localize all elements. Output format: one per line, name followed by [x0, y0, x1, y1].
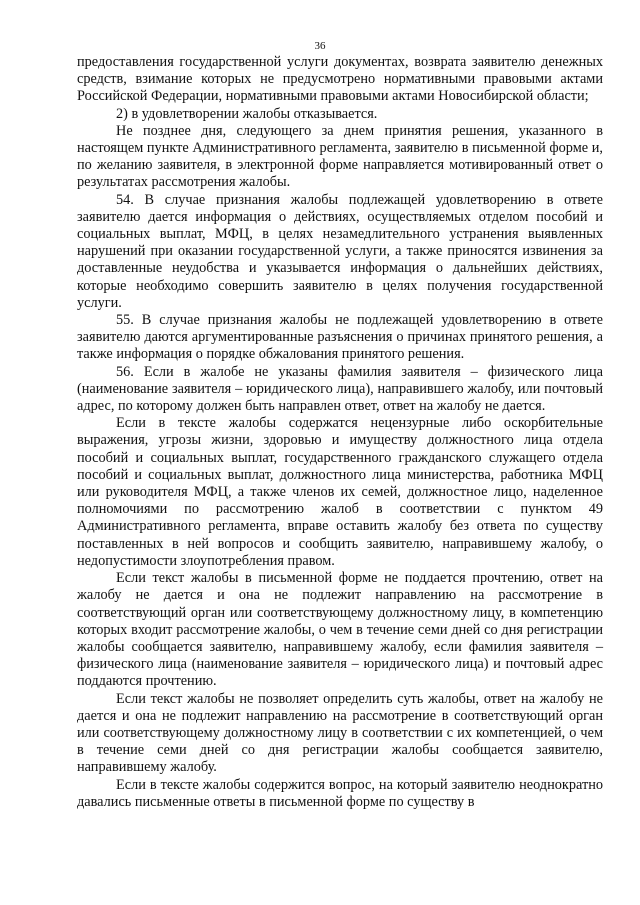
paragraph-response-deadline: Не позднее дня, следующего за днем принятия решения, указанного в настоящем пункте Административного регламента, заявителю в письменной форме и, по желанию заявителя, в электронной форме направляется мотивированный ответ о результатах рассмотрения жалобы. — [77, 122, 603, 191]
paragraph-illegible-text: Если текст жалобы в письменной форме не поддается прочтению, ответ на жалобу не дается и она не подлежит направлению на рассмотрение в соответствующий орган или соответствующему должностному лицу, в компетенцию которых входит рассмотрение жалобы, о чем в течение семи дней со дня регистрации жалобы сообщается заявителю, направившему жалобу, если фамилия заявителя – физического лица (наименование заявителя – юридического лица) и почтовый адрес поддаются прочтению. — [77, 570, 603, 690]
paragraph-undefined-essence: Если текст жалобы не позволяет определить суть жалобы, ответ на жалобу не дается и она не подлежит направлению на рассмотрение в соответствующий орган или соответствующему должностному лицу в соответствии с их компетенцией, о чем в течение семи дней со дня регистрации жалобы сообщается заявителю, направившему жалобу. — [77, 690, 603, 776]
paragraph-56: 56. Если в жалобе не указаны фамилия заявителя – физического лица (наименование заявителя – юридического лица), направившего жалобу, или почтовый адрес, по которому должен быть направлен ответ, ответ на жалобу не дается. — [77, 363, 603, 415]
page-number: 36 — [314, 40, 326, 52]
paragraph-continuation: предоставления государственной услуги документах, возврата заявителю денежных средств, взимание которых не предусмотрено нормативными правовыми актами Российской Федерации, нормативными правовыми актами Новосибирской области; — [77, 54, 603, 105]
document-body — [77, 54, 603, 811]
paragraph-item-2: 2) в удовлетворении жалобы отказывается. — [116, 105, 378, 122]
paragraph-repeated-question: Если в тексте жалобы содержится вопрос, на который заявителю неоднократно давались письменные ответы в письменной форме по существу в — [77, 776, 603, 810]
paragraph-offensive-language: Если в тексте жалобы содержатся нецензурные либо оскорбительные выражения, угрозы жизни, здоровью и имуществу должностного лица отдела пособий и социальных выплат, государственного гражданского служащего отдела пособий и социальных выплат, должностного лица министерства, работника МФЦ или руководителя МФЦ, а также членов их семей, должностное лицо, наделенное полномочиями по рассмотрению жалоб в соответствии с пунктом 49 Административного регламента, вправе оставить жалобу без ответа по существу поставленных в ней вопросов и сообщить заявителю, направившему жалобу, о недопустимости злоупотребления правом. — [77, 415, 603, 569]
paragraph-54: 54. В случае признания жалобы подлежащей удовлетворению в ответе заявителю дается информация о действиях, осуществляемых отделом пособий и социальных выплат, МФЦ, в целях незамедлительного устранения выявленных нарушений при оказании государственной услуги, а также приносятся извинения за доставленные неудобства и указывается информация о дальнейших действиях, которые необходимо совершить заявителю в целях получения государственной услуги. — [77, 191, 603, 311]
paragraph-55: 55. В случае признания жалобы не подлежащей удовлетворению в ответе заявителю даются аргументированные разъяснения о причинах принятого решения, а также информация о порядке обжалования принятого решения. — [77, 312, 603, 363]
